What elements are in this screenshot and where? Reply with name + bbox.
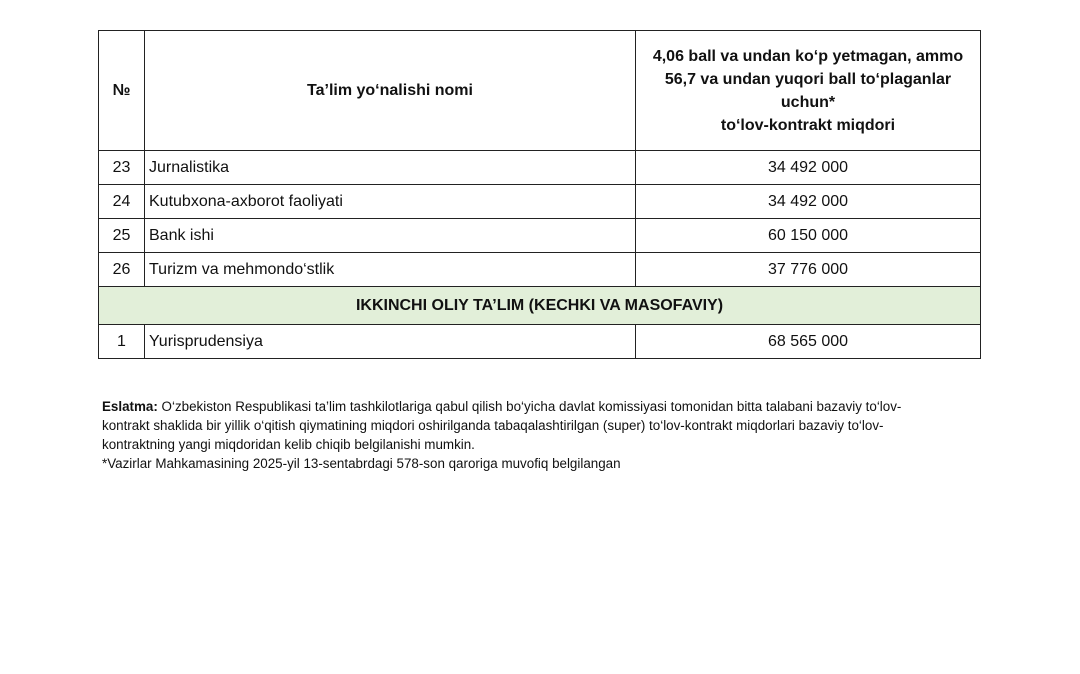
header-fee-line-1: 4,06 ball va undan ko‘p yetmagan, ammo — [652, 47, 964, 65]
program-name: Jurnalistika — [145, 151, 636, 185]
program-name: Turizm va mehmondo‘stlik — [145, 253, 636, 287]
table-row — [99, 325, 981, 359]
program-name: Bank ishi — [145, 219, 636, 253]
table-row — [99, 151, 981, 185]
header-number: № — [99, 31, 145, 151]
section-header-row — [99, 287, 981, 325]
note-block — [102, 397, 972, 473]
contract-fee: 60 150 000 — [636, 219, 981, 253]
contract-fee: 37 776 000 — [636, 253, 981, 287]
table-row — [99, 219, 981, 253]
header-fee-line-4: to‘lov-kontrakt miqdori — [720, 116, 896, 134]
header-program-name: Ta’lim yo‘nalishi nomi — [145, 31, 636, 151]
table-row — [99, 185, 981, 219]
table-header-row — [99, 31, 981, 151]
header-fee-line-2: 56,7 va undan yuqori ball to‘plaganlar — [664, 70, 952, 88]
program-name: Kutubxona-axborot faoliyati — [145, 185, 636, 219]
note-line-1: O‘zbekiston Respublikasi ta’lim tashkilotlariga qabul qilish bo‘yicha davlat komissiyasi tomonidan bitta talabani bazaviy to‘lov- — [157, 399, 902, 414]
section-title: IKKINCHI OLIY TA’LIM (KECHKI VA MASOFAVIY) — [99, 287, 981, 325]
contract-fee: 68 565 000 — [636, 325, 981, 359]
contract-fee: 34 492 000 — [636, 151, 981, 185]
header-contract-fee — [636, 31, 981, 151]
program-name: Yurisprudensiya — [145, 325, 636, 359]
row-number: 23 — [99, 151, 145, 185]
row-number: 25 — [99, 219, 145, 253]
note-line-3: kontraktning yangi miqdoridan kelib chiqib belgilanishi mumkin. — [102, 437, 475, 452]
footnote: *Vazirlar Mahkamasining 2025-yil 13-sentabrdagi 578-son qaroriga muvofiq belgilangan — [102, 456, 621, 471]
note-paragraph — [102, 397, 972, 454]
row-number: 26 — [99, 253, 145, 287]
table-row — [99, 253, 981, 287]
note-line-2: kontrakt shaklida bir yillik o‘qitish qiymatining miqdori oshirilganda tabaqalashtirilgan (super) to‘lov-kontrakt miqdorlari bazaviy to‘lov- — [102, 418, 884, 433]
contract-fee-table — [98, 30, 981, 359]
row-number: 24 — [99, 185, 145, 219]
header-fee-line-3: uchun* — [780, 93, 836, 111]
contract-fee: 34 492 000 — [636, 185, 981, 219]
note-label: Eslatma: — [102, 399, 158, 414]
row-number: 1 — [99, 325, 145, 359]
